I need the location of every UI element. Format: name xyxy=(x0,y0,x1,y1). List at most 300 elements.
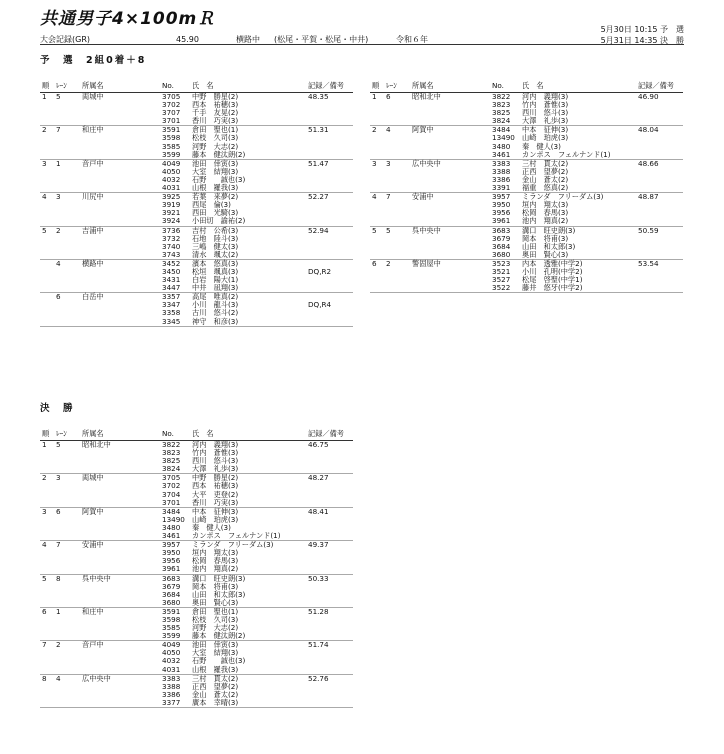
lane: 1 xyxy=(56,606,61,616)
athlete-name: 白岩 陽大(1) xyxy=(192,275,239,285)
athlete-number: 3950 xyxy=(492,200,511,210)
team-entry xyxy=(370,126,683,159)
lane: 3 xyxy=(386,158,391,168)
athlete-name: 大澤 礼歩(3) xyxy=(192,464,239,474)
athlete-name: 松垣 颯真(3) xyxy=(192,266,239,276)
athlete-name: 清水 颯太(2) xyxy=(192,249,239,259)
athlete-number: 3736 xyxy=(162,225,181,235)
lane: 8 xyxy=(56,573,61,583)
athlete-number: 3591 xyxy=(162,606,181,616)
athlete-number: 3388 xyxy=(492,166,511,176)
result-time: 46.90 xyxy=(638,92,659,101)
athlete-name: 河内 義翔(3) xyxy=(522,92,569,101)
result-time: 49.37 xyxy=(308,540,329,550)
athlete-name: 倉田 聖也(1) xyxy=(192,606,239,616)
table-row xyxy=(40,565,353,573)
athlete-name: 溝口 旺史朗(3) xyxy=(522,225,576,235)
header-lane: ﾚｰﾝ xyxy=(386,81,397,90)
team-entry xyxy=(370,93,683,126)
athlete-name: 金山 蒼太(2) xyxy=(522,174,569,184)
table-row xyxy=(370,184,683,192)
rank: 2 xyxy=(372,125,377,135)
athlete-number: 3825 xyxy=(492,108,511,118)
athlete-number: 3347 xyxy=(162,300,181,310)
athlete-name: 岡本 将甫(3) xyxy=(192,581,239,591)
rank: 1 xyxy=(42,92,47,101)
rank: 1 xyxy=(42,440,47,449)
team-name: 安浦中 xyxy=(412,192,434,202)
athlete-name: 倉田 聖也(1) xyxy=(192,125,239,135)
header-rank: 順 xyxy=(372,81,380,90)
athlete-name: 若葉 来夢(2) xyxy=(192,192,239,202)
final-title: 決 勝 xyxy=(40,403,75,414)
table-row xyxy=(40,465,353,473)
team-name: 和庄中 xyxy=(82,606,104,616)
athlete-number: 3679 xyxy=(492,233,511,243)
athlete-name: 吉村 公希(3) xyxy=(192,225,239,235)
athlete-name: 河内 義翔(3) xyxy=(192,440,239,449)
lane: 2 xyxy=(56,225,61,235)
athlete-number: 3599 xyxy=(162,149,181,159)
athlete-number: 3961 xyxy=(162,564,181,574)
athlete-number: 3383 xyxy=(492,158,511,168)
athlete-number: 3823 xyxy=(492,100,511,110)
athlete-number: 3527 xyxy=(492,275,511,285)
athlete-number: 4050 xyxy=(162,648,181,658)
athlete-number: 3358 xyxy=(162,308,181,318)
result-time: 48.04 xyxy=(638,125,659,135)
team-name: 呉中央中 xyxy=(82,573,111,583)
athlete-name: 千手 友晃(2) xyxy=(192,108,239,118)
team-name: 両城中 xyxy=(82,473,104,483)
result-time: 50.59 xyxy=(638,225,659,235)
rank: 8 xyxy=(42,673,47,683)
athlete-number: 3705 xyxy=(162,92,181,101)
athlete-number: 3598 xyxy=(162,133,181,143)
athlete-name: 石野 誠也(3) xyxy=(192,174,246,184)
table-row xyxy=(40,632,353,640)
athlete-number: 3732 xyxy=(162,233,181,243)
athlete-number: 3680 xyxy=(162,597,181,607)
team-name: 白岳中 xyxy=(82,292,104,302)
athlete-number: 3705 xyxy=(162,473,181,483)
table-row xyxy=(370,217,683,225)
lane: 4 xyxy=(386,125,391,135)
athlete-name: 中野 勝星(2) xyxy=(192,92,239,101)
header-team: 所属名 xyxy=(412,81,434,90)
athlete-number: 3822 xyxy=(492,92,511,101)
result-time: 51.31 xyxy=(308,125,329,135)
lane: 2 xyxy=(386,258,391,268)
table-row xyxy=(40,184,353,192)
lane: 4 xyxy=(56,673,61,683)
rank: 5 xyxy=(42,573,47,583)
athlete-number: 3957 xyxy=(492,192,511,202)
athlete-name: 内本 透雅(中学2) xyxy=(522,258,583,268)
team-name: 阿賀中 xyxy=(412,125,434,135)
team-entry xyxy=(40,441,353,474)
athlete-name: 藤本 健汰朗(2) xyxy=(192,149,246,159)
athlete-name: 小川 孔明(中学2) xyxy=(522,266,583,276)
heats-right-panel xyxy=(370,81,683,293)
athlete-name: 山崎 珀虎(3) xyxy=(192,514,239,524)
athlete-number: 3683 xyxy=(162,573,181,583)
athlete-number: 3961 xyxy=(492,216,511,226)
lane: 6 xyxy=(386,92,391,101)
athlete-name: 奥田 賢心(3) xyxy=(192,597,239,607)
athlete-name: 山崎 珀虎(3) xyxy=(522,133,569,143)
result-time: 53.54 xyxy=(638,258,659,268)
result-note: DQ,R2 xyxy=(308,266,332,276)
header-divider xyxy=(40,44,684,45)
athlete-number: 3345 xyxy=(162,316,181,326)
athlete-name: 西川 悠斗(3) xyxy=(192,456,239,466)
result-note: DQ,R4 xyxy=(308,300,332,310)
athlete-number: 3599 xyxy=(162,631,181,641)
table-row xyxy=(370,284,683,292)
athlete-name: 福重 悠真(2) xyxy=(522,183,569,193)
team-name: 広中央中 xyxy=(82,673,111,683)
athlete-name: 松枝 久司(3) xyxy=(192,133,239,143)
athlete-name: 池田 倖寅(3) xyxy=(192,158,239,168)
athlete-name: 高尾 唯真(2) xyxy=(192,292,239,302)
athlete-number: 3925 xyxy=(162,192,181,202)
team-name: 安浦中 xyxy=(82,540,104,550)
rank: 3 xyxy=(42,158,47,168)
lane: 2 xyxy=(56,640,61,650)
team-entry xyxy=(40,293,353,326)
athlete-number: 3684 xyxy=(492,241,511,251)
athlete-number: 4032 xyxy=(162,656,181,666)
team-entry xyxy=(40,474,353,507)
schedule-heats: 5月30日 10:15 予 選 xyxy=(600,25,684,34)
athlete-name: 三嶋 健太(3) xyxy=(192,241,239,251)
rank: 4 xyxy=(372,192,377,202)
result-time: 51.47 xyxy=(308,158,329,168)
athlete-number: 3919 xyxy=(162,200,181,210)
athlete-number: 4031 xyxy=(162,664,181,674)
table-row xyxy=(40,599,353,607)
event-title: 共通男子4×100mＲ xyxy=(40,9,216,29)
team-entry xyxy=(40,541,353,574)
table-row xyxy=(40,318,353,326)
rank: 3 xyxy=(372,158,377,168)
header-rank: 順 xyxy=(42,81,50,90)
athlete-number: 3680 xyxy=(492,249,511,259)
table-row xyxy=(40,284,353,292)
team-entry xyxy=(40,227,353,260)
athlete-number: 13490 xyxy=(162,514,185,524)
header-rec: 記録／備考 xyxy=(308,429,344,438)
athlete-name: 香川 巧実(3) xyxy=(192,116,239,126)
athlete-name: 西尾 倫(3) xyxy=(192,200,231,210)
team-name: 警固屋中 xyxy=(412,258,441,268)
lane: 3 xyxy=(56,192,61,202)
result-time: 48.87 xyxy=(638,192,659,202)
header-rank: 順 xyxy=(42,429,50,438)
athlete-number: 3523 xyxy=(492,258,511,268)
athlete-number: 3480 xyxy=(162,522,181,532)
team-entry xyxy=(40,193,353,226)
athlete-name: 奥田 賢心(3) xyxy=(522,249,569,259)
athlete-name: 中本 征伸(3) xyxy=(522,125,569,135)
athlete-name: 中本 征伸(3) xyxy=(192,506,239,516)
athlete-name: 竹内 蒼惟(3) xyxy=(522,100,569,110)
result-time: 48.27 xyxy=(308,473,329,483)
athlete-number: 3707 xyxy=(162,108,181,118)
table-row xyxy=(40,499,353,507)
lane: 7 xyxy=(56,125,61,135)
athlete-name: 岡本 将甫(3) xyxy=(522,233,569,243)
header-team: 所属名 xyxy=(82,81,104,90)
final-panel xyxy=(40,429,353,708)
heats-title: 予 選 2組0着＋8 xyxy=(40,55,147,66)
table-row xyxy=(40,151,353,159)
table-row xyxy=(370,117,683,125)
team-entry xyxy=(40,126,353,159)
result-time: 48.41 xyxy=(308,506,329,516)
athlete-name: 松岡 春馬(3) xyxy=(192,556,239,566)
athlete-name: 垣内 翔太(3) xyxy=(192,548,239,558)
lane: 5 xyxy=(386,225,391,235)
athlete-name: 三村 貫太(2) xyxy=(192,673,239,683)
athlete-number: 3377 xyxy=(162,697,181,707)
athlete-name: 池内 翔真(2) xyxy=(192,564,239,574)
lane: 6 xyxy=(56,506,61,516)
athlete-number: 3740 xyxy=(162,241,181,251)
athlete-number: 3386 xyxy=(492,174,511,184)
team-entry xyxy=(40,160,353,193)
team-entry xyxy=(370,260,683,293)
team-entry xyxy=(40,575,353,608)
athlete-number: 3921 xyxy=(162,208,181,218)
table-row xyxy=(370,251,683,259)
athlete-number: 3679 xyxy=(162,581,181,591)
athlete-number: 3585 xyxy=(162,141,181,151)
athlete-number: 3956 xyxy=(492,208,511,218)
lane: 6 xyxy=(56,292,61,302)
record-label: 大会記録(GR) xyxy=(40,35,90,44)
lane: 5 xyxy=(56,440,61,449)
athlete-number: 3824 xyxy=(492,116,511,126)
rank: 5 xyxy=(42,225,47,235)
athlete-name: 西田 光騎(3) xyxy=(192,208,239,218)
athlete-number: 3383 xyxy=(162,673,181,683)
athlete-name: 神守 和彦(3) xyxy=(192,316,239,326)
result-time: 52.27 xyxy=(308,192,329,202)
header-no: No. xyxy=(162,429,174,438)
header-name: 氏 名 xyxy=(192,429,214,438)
team-name: 和庄中 xyxy=(82,125,104,135)
athlete-name: 中野 勝星(2) xyxy=(192,473,239,483)
athlete-number: 3704 xyxy=(162,489,181,499)
athlete-name: 大澤 礼歩(3) xyxy=(522,116,569,126)
athlete-name: 古川 悠斗(2) xyxy=(192,308,239,318)
athlete-number: 3480 xyxy=(492,141,511,151)
lane: 3 xyxy=(56,473,61,483)
athlete-name: 山田 和太郎(3) xyxy=(192,589,246,599)
athlete-name: 正西 望夢(2) xyxy=(192,681,239,691)
result-time: 52.76 xyxy=(308,673,329,683)
athlete-number: 4032 xyxy=(162,174,181,184)
record-school: 横路中 xyxy=(236,35,260,44)
athlete-number: 3684 xyxy=(162,589,181,599)
rank: 4 xyxy=(42,540,47,550)
lane: 4 xyxy=(56,258,61,268)
athlete-name: 河野 大志(2) xyxy=(192,623,239,633)
athlete-number: 3701 xyxy=(162,116,181,126)
table-row xyxy=(40,251,353,259)
athlete-number: 3461 xyxy=(492,149,511,159)
athlete-number: 3450 xyxy=(162,266,181,276)
athlete-name: 池内 翔真(2) xyxy=(522,216,569,226)
rank: 6 xyxy=(372,258,377,268)
team-entry xyxy=(40,641,353,674)
athlete-name: 濱本 悠真(3) xyxy=(192,258,239,268)
athlete-number: 3452 xyxy=(162,258,181,268)
athlete-name: 藤本 健汰朗(2) xyxy=(192,631,246,641)
athlete-name: 山根 羅我(3) xyxy=(192,183,239,193)
table-row xyxy=(40,217,353,225)
team-name: 広中央中 xyxy=(412,158,441,168)
header-lane: ﾚｰﾝ xyxy=(56,429,67,438)
header-team: 所属名 xyxy=(82,429,104,438)
table-row xyxy=(40,699,353,707)
team-entry xyxy=(370,227,683,260)
rank: 6 xyxy=(42,606,47,616)
lane: 7 xyxy=(56,540,61,550)
athlete-number: 3522 xyxy=(492,283,511,293)
result-time: 48.35 xyxy=(308,92,329,101)
athlete-name: ミランダ フリーダム(3) xyxy=(192,540,274,550)
header-lane: ﾚｰﾝ xyxy=(56,81,67,90)
rank: 7 xyxy=(42,640,47,650)
athlete-number: 3461 xyxy=(162,531,181,541)
athlete-number: 3391 xyxy=(492,183,511,193)
athlete-number: 3484 xyxy=(492,125,511,135)
athlete-name: 溝口 旺史朗(3) xyxy=(192,573,246,583)
athlete-name: 山根 羅我(3) xyxy=(192,664,239,674)
athlete-name: 正西 望夢(2) xyxy=(522,166,569,176)
heats-left-panel xyxy=(40,81,353,327)
team-name: 昭和北中 xyxy=(412,92,441,101)
athlete-number: 4031 xyxy=(162,183,181,193)
rank: 2 xyxy=(42,473,47,483)
athlete-name: 松尾 啓聖(中学1) xyxy=(522,275,583,285)
team-entry xyxy=(40,93,353,126)
athlete-name: 山田 和太郎(3) xyxy=(522,241,576,251)
team-name: 呉中央中 xyxy=(412,225,441,235)
athlete-name: 大平 吏登(2) xyxy=(192,489,239,499)
header-rec: 記録／備考 xyxy=(638,81,674,90)
athlete-name: 松枝 久司(3) xyxy=(192,614,239,624)
athlete-name: 垣内 翔太(3) xyxy=(522,200,569,210)
athlete-name: 池田 倖寅(3) xyxy=(192,640,239,650)
athlete-number: 3585 xyxy=(162,623,181,633)
athlete-number: 3521 xyxy=(492,266,511,276)
team-name: 阿賀中 xyxy=(82,506,104,516)
schedule xyxy=(601,24,684,46)
athlete-name: 藤井 悠牙(中学2) xyxy=(522,283,583,293)
team-name: 横路中 xyxy=(82,258,104,268)
team-entry xyxy=(370,160,683,193)
result-time: 51.74 xyxy=(308,640,329,650)
athlete-number: 3701 xyxy=(162,497,181,507)
athlete-name: 金山 蒼太(2) xyxy=(192,689,239,699)
athlete-name: 西本 祐穂(3) xyxy=(192,481,239,491)
rank: 1 xyxy=(372,92,377,101)
header-name: 氏 名 xyxy=(522,81,544,90)
rank: 2 xyxy=(42,125,47,135)
header-no: No. xyxy=(162,81,174,90)
team-entry xyxy=(40,608,353,641)
result-time: 46.75 xyxy=(308,440,329,449)
athlete-number: 3743 xyxy=(162,249,181,259)
athlete-number: 3447 xyxy=(162,283,181,293)
athlete-number: 4049 xyxy=(162,158,181,168)
team-entry xyxy=(40,508,353,541)
lane: 1 xyxy=(56,158,61,168)
lane: 5 xyxy=(56,92,61,101)
athlete-name: 三村 貫太(2) xyxy=(522,158,569,168)
athlete-number: 13490 xyxy=(492,133,515,143)
athlete-name: 廣本 幸晴(3) xyxy=(192,697,239,707)
rank: 4 xyxy=(42,192,47,202)
team-name: 音戸中 xyxy=(82,158,104,168)
athlete-name: 秦 健人(3) xyxy=(192,522,231,532)
athlete-number: 3825 xyxy=(162,456,181,466)
athlete-number: 3484 xyxy=(162,506,181,516)
team-name: 音戸中 xyxy=(82,640,104,650)
team-name: 両城中 xyxy=(82,92,104,101)
athlete-number: 3386 xyxy=(162,689,181,699)
result-time: 50.33 xyxy=(308,573,329,583)
athlete-number: 3956 xyxy=(162,556,181,566)
athlete-name: 大室 結翔(3) xyxy=(192,166,239,176)
athlete-name: 石野 誠也(3) xyxy=(192,656,246,666)
result-time: 51.28 xyxy=(308,606,329,616)
athlete-number: 3357 xyxy=(162,292,181,302)
rank: 3 xyxy=(42,506,47,516)
athlete-number: 4049 xyxy=(162,640,181,650)
table-row xyxy=(40,532,353,540)
athlete-number: 3823 xyxy=(162,448,181,458)
athlete-number: 3702 xyxy=(162,100,181,110)
athlete-number: 3591 xyxy=(162,125,181,135)
athlete-name: カンポス フェルナンド(1) xyxy=(522,149,611,159)
header-name: 氏 名 xyxy=(192,81,214,90)
team-entry xyxy=(40,260,353,293)
athlete-name: 石地 陸斗(3) xyxy=(192,233,239,243)
athlete-name: ミランダ フリーダム(3) xyxy=(522,192,604,202)
athlete-number: 3950 xyxy=(162,548,181,558)
athlete-number: 4050 xyxy=(162,166,181,176)
team-name: 川尻中 xyxy=(82,192,104,202)
athlete-number: 3702 xyxy=(162,481,181,491)
athlete-name: 西本 祐穂(3) xyxy=(192,100,239,110)
athlete-number: 3957 xyxy=(162,540,181,550)
schedule-final: 5月31日 14:35 決 勝 xyxy=(600,36,684,45)
table-row xyxy=(370,151,683,159)
athlete-name: 中井 凪翔(3) xyxy=(192,283,239,293)
athlete-name: カンポス フェルナンド(1) xyxy=(192,531,281,541)
athlete-name: 香川 巧実(3) xyxy=(192,497,239,507)
record-members: (松尾・平賀・松尾・中井) xyxy=(274,35,369,44)
team-name: 吉浦中 xyxy=(82,225,104,235)
athlete-name: 竹内 蒼惟(3) xyxy=(192,448,239,458)
athlete-number: 3683 xyxy=(492,225,511,235)
team-name: 昭和北中 xyxy=(82,440,111,449)
